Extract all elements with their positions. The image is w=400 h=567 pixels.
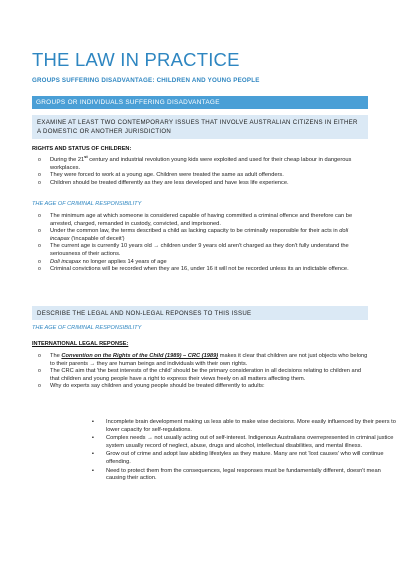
list-item bbox=[32, 154, 368, 172]
text: century and industrial revolution young kids were exploited and used for their cheap labour in dangerous workplaces. bbox=[50, 157, 352, 171]
intl-heading: INTERNATIONAL LEGAL REPONSE: bbox=[32, 341, 129, 347]
sub-list-item: ▪ Need to protect them from the consequences, legal responses must be fundamentally different, doesn't mean causing their action. bbox=[92, 468, 400, 483]
list-item bbox=[32, 353, 368, 368]
document-page bbox=[0, 1, 400, 567]
age-list bbox=[32, 213, 368, 274]
list-item: o The current age is currently 10 years old → children under 9 years old aren't charged as they don't fully understand the seriousness of their actions. bbox=[32, 243, 368, 258]
list-item: o The CRC aim that 'the best interests of the child' should be the primary consideration in all decisions relating to children and that children and young people have a right to express their views freely on all matters affecting them. bbox=[32, 368, 368, 383]
text: ('incapable of deceit') bbox=[69, 235, 125, 242]
list-item: o Why do experts say children and young people should be treated differently to adults: bbox=[32, 383, 368, 391]
list-item: o The minimum age at which someone is considered capable of having committed a criminal offence and therefore can be arrested, charged, remanded in custody, convicted, and imprisoned. bbox=[32, 213, 368, 228]
sub-list-item: ▪ Incomplete brain development making us less able to make wise decisions. More easily influenced by their peers to lower capacity for self-regulations. bbox=[92, 419, 400, 434]
superscript: st bbox=[84, 154, 88, 160]
intl-sublist bbox=[92, 419, 400, 483]
text: Convention on the Rights of the Child (1989) – CRC (1989) bbox=[61, 353, 219, 359]
syllabus-box-2: DESCRIBE THE LEGAL AND NON-LEGAL REPONSES TO THIS ISSUE bbox=[32, 306, 368, 320]
list-item: o Children should be treated differently as they are less developed and have less life experience. bbox=[32, 180, 368, 188]
page-title: THE LAW IN PRACTICE bbox=[32, 49, 240, 70]
list-item: o Criminal convictions will be recorded when they are 16, under 16 it will not be recorded unless its an indictable offence. bbox=[32, 266, 368, 274]
page-subtitle: GROUPS SUFFERING DISADVANTAGE: CHILDREN AND YOUNG PEOPLE bbox=[32, 77, 260, 84]
sub-list-item: ▪ Complex needs → not usually acting out of self-interest. Indigenous Australians overrepresented in criminal justice system usually record of neglect, abuse, drugs and alcohol, intellectual disabilities, and mental illness. bbox=[92, 435, 400, 450]
intl-list bbox=[32, 353, 368, 391]
rights-heading: RIGHTS AND STATUS OF CHILDREN: bbox=[32, 146, 132, 152]
rights-list bbox=[32, 154, 368, 187]
text: doli incapax bbox=[50, 228, 349, 242]
syllabus-box-1: EXAMINE AT LEAST TWO CONTEMPORARY ISSUES THAT INVOLVE AUSTRALIAN CITIZENS IN EITHER A DOMESTIC OR ANOTHER JURISDICTION bbox=[32, 115, 368, 139]
text: Doli incapax bbox=[50, 258, 81, 265]
age-heading: THE AGE OF CRIMINAL RESPONSIBILITY bbox=[32, 201, 142, 207]
text: The bbox=[50, 353, 62, 359]
text: no longer applies 14 years of age bbox=[80, 258, 167, 265]
list-item: o They were forced to work at a young age. Children were treated the same as adult offenders. bbox=[32, 172, 368, 180]
list-item bbox=[32, 259, 368, 267]
age-heading-2: THE AGE OF CRIMINAL RESPONSIBILITY bbox=[32, 325, 142, 331]
text: makes it clear that children are not just objects who belong to their parents → they are human beings and individuals with their own rights. bbox=[50, 353, 368, 367]
text: During the 21 bbox=[50, 157, 85, 163]
section-bar: GROUPS OR INDIVIDUALS SUFFERING DISADVANTAGE bbox=[32, 96, 368, 109]
list-item bbox=[32, 228, 368, 243]
sub-list-item: ▪ Grow out of crime and adopt law abiding lifestyles as they mature. Many are not 'lost causes' who will continue offending. bbox=[92, 451, 400, 466]
text: Under the common law, the terms described a child as lacking capacity to be criminally responsible for their acts in bbox=[50, 228, 340, 235]
